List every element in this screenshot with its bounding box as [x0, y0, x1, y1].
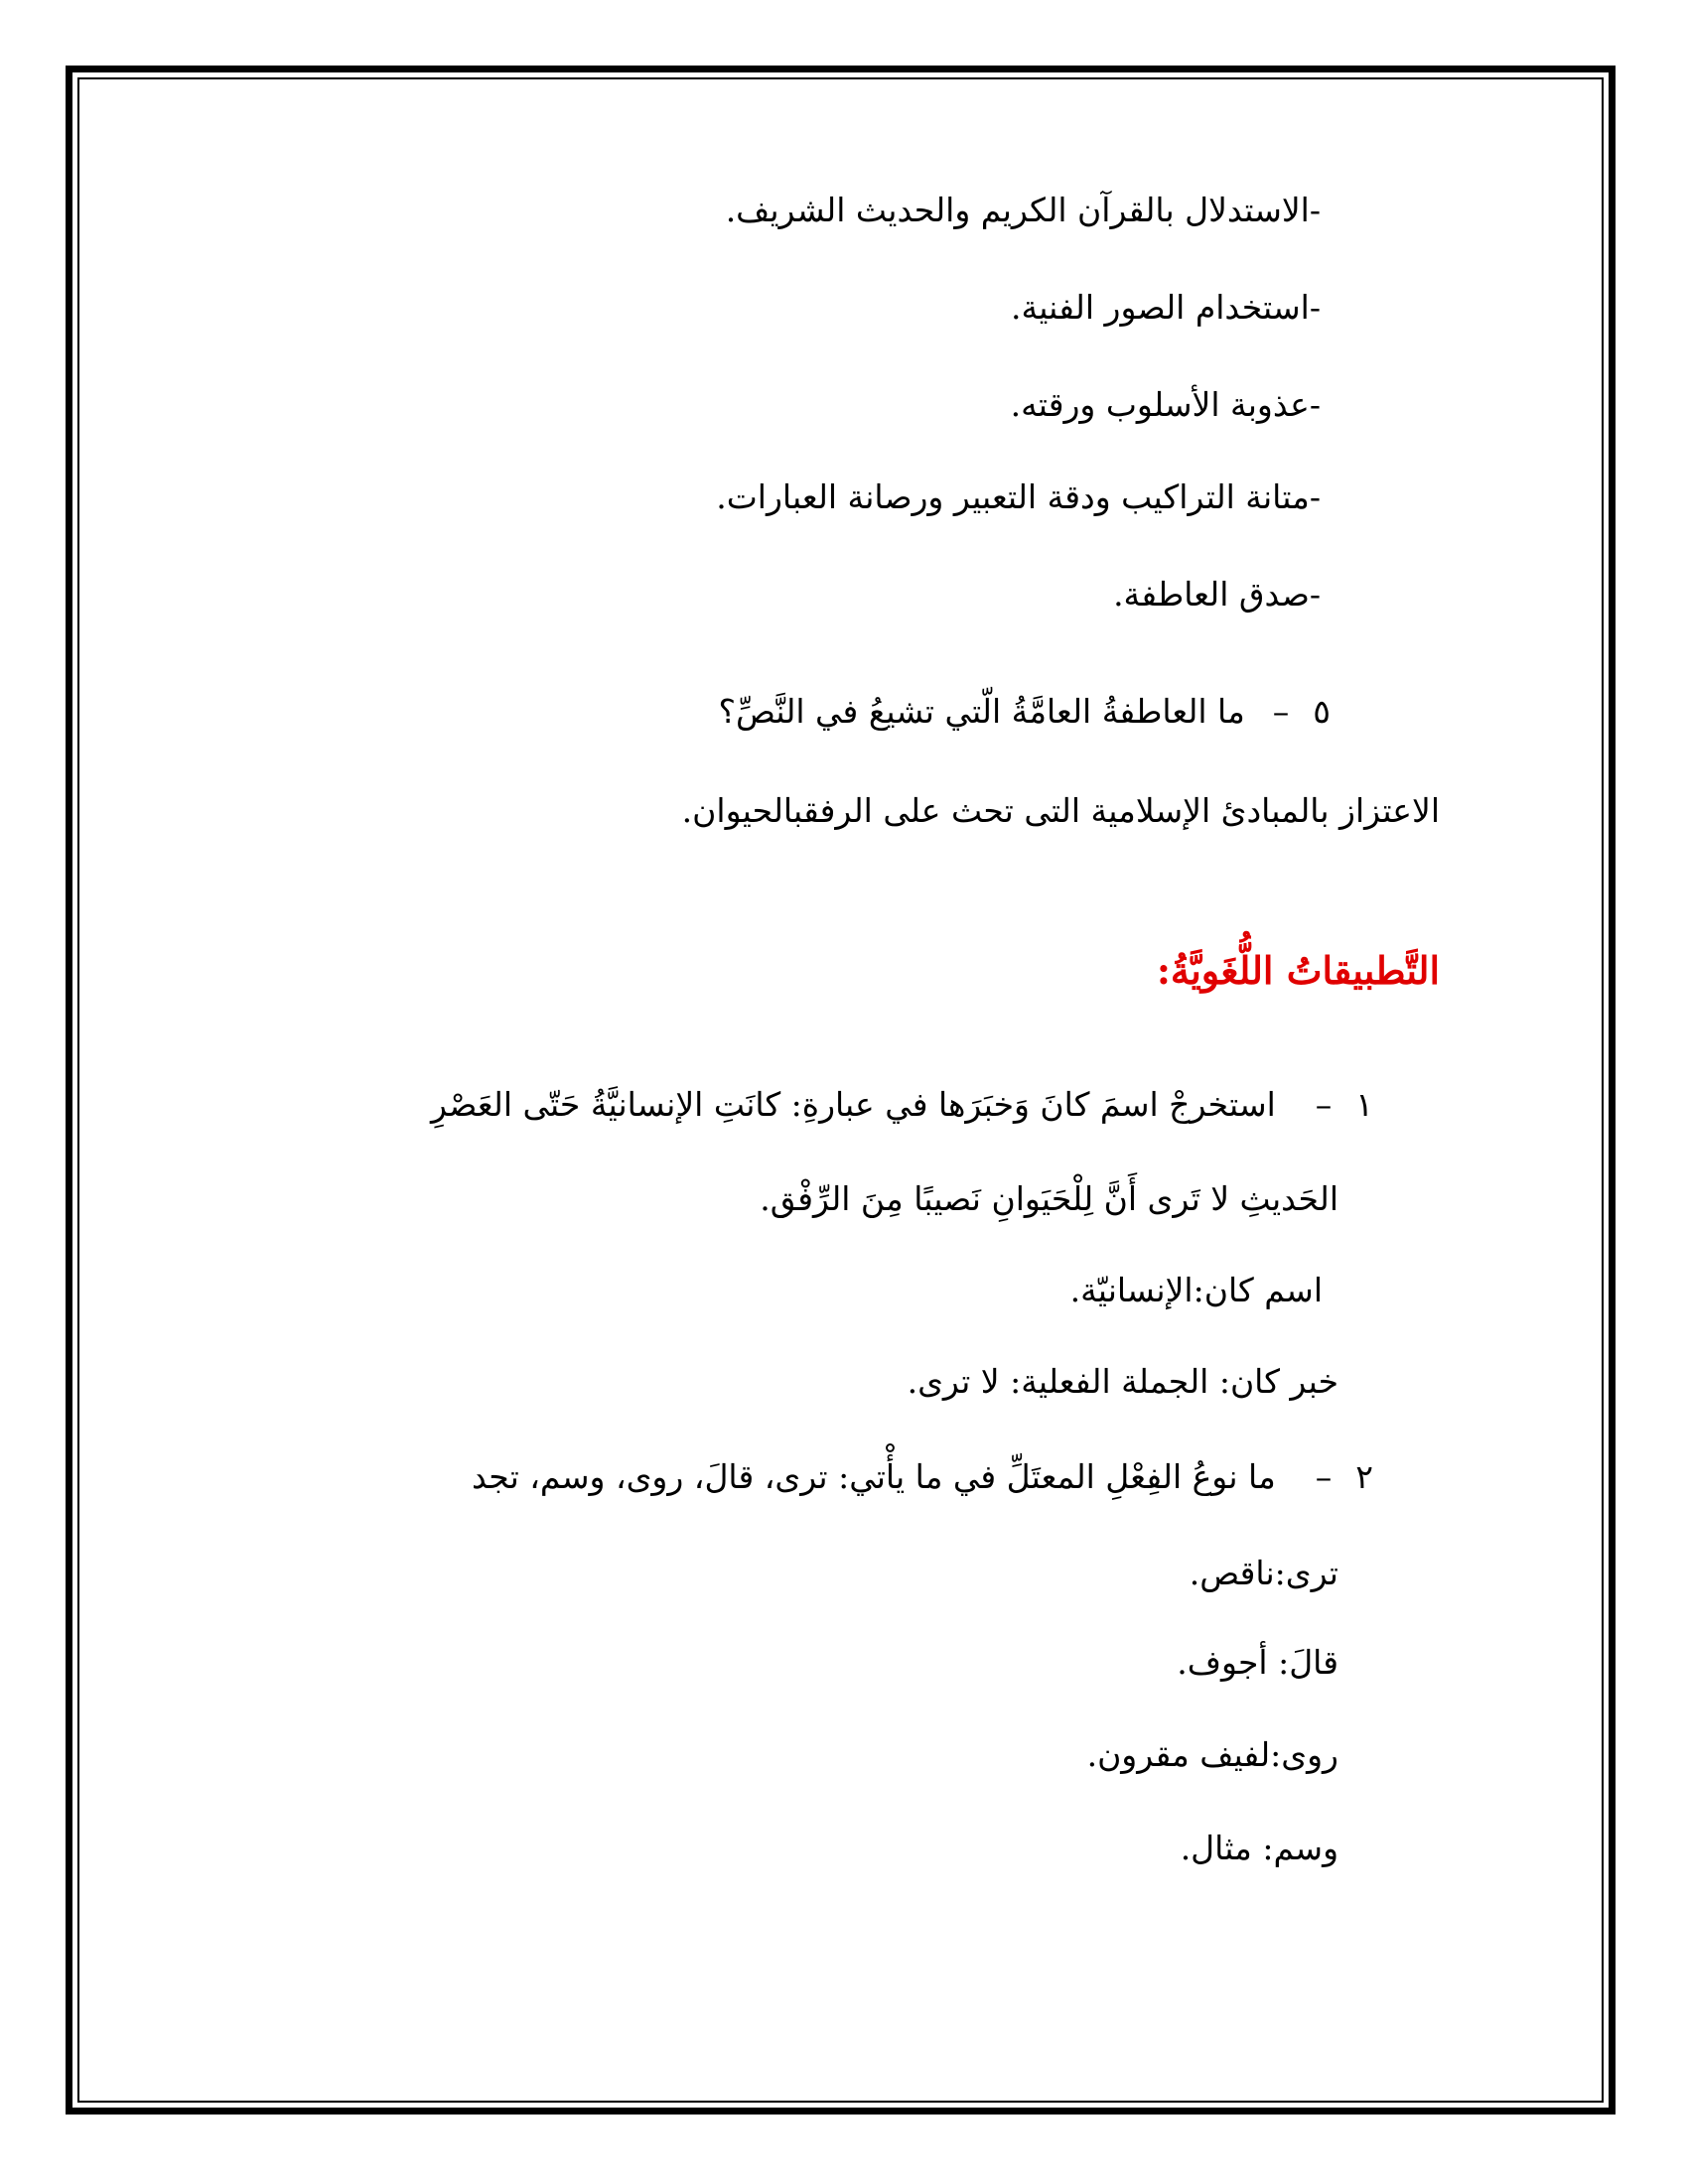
answer-kana-name: اسم كان:الإنسانيّة.: [1069, 1271, 1323, 1309]
question-5: [718, 692, 1331, 732]
question-dash: –: [1272, 692, 1290, 731]
question-number: ١: [1355, 1085, 1373, 1124]
question-text: ما نوعُ الفِعْلِ المعتَلِّ في ما يأْتي: ترى، قالَ، روى، وسم، تجد: [471, 1457, 1276, 1496]
question-number: ٢: [1355, 1457, 1373, 1496]
answer-verb-4: وسم: مثال.: [1180, 1829, 1338, 1867]
answer-verb-1: ترى:ناقص.: [1189, 1554, 1338, 1592]
question-2: [472, 1457, 1373, 1497]
question-1-line2: الحَديثِ لا تَرى أَنَّ لِلْحَيَوانِ نَصيبًا مِنَ الرِّفْق.: [760, 1179, 1338, 1218]
question-text-line1: استخرجْ اسمَ كانَ وَخبَرَها في عبارةِ: كانَتِ الإنسانيَّةُ حَتّى العَصْرِ: [431, 1085, 1276, 1124]
question-1: [431, 1085, 1373, 1125]
question-5-answer: الاعتزاز بالمبادئ الإسلامية التى تحث على الرفقبالحيوان.: [681, 791, 1440, 830]
answer-verb-2: قالَ: أجوف.: [1177, 1643, 1338, 1682]
feature-item-5: -صدق العاطفة.: [1113, 575, 1321, 614]
question-number: ٥: [1313, 692, 1331, 731]
feature-item-4: -متانة التراكيب ودقة التعبير ورصانة العبارات.: [716, 478, 1321, 516]
question-text: ما العاطفةُ العامَّةُ الّتي تشيعُ في النَّصِّ؟: [718, 692, 1245, 731]
question-dash: –: [1315, 1085, 1333, 1124]
section-title: التَّطبيقاتُ اللُّغَويَّةُ:: [1156, 948, 1440, 993]
feature-item-3: -عذوبة الأسلوب ورقته.: [1010, 385, 1321, 424]
answer-verb-3: روى:لفيف مقرون.: [1086, 1735, 1338, 1774]
feature-item-1: -الاستدلال بالقرآن الكريم والحديث الشريف.: [725, 191, 1321, 229]
question-dash: –: [1315, 1457, 1333, 1496]
answer-kana-predicate: خبر كان: الجملة الفعلية: لا ترى.: [907, 1362, 1338, 1401]
feature-item-2: -استخدام الصور الفنية.: [1011, 288, 1321, 327]
